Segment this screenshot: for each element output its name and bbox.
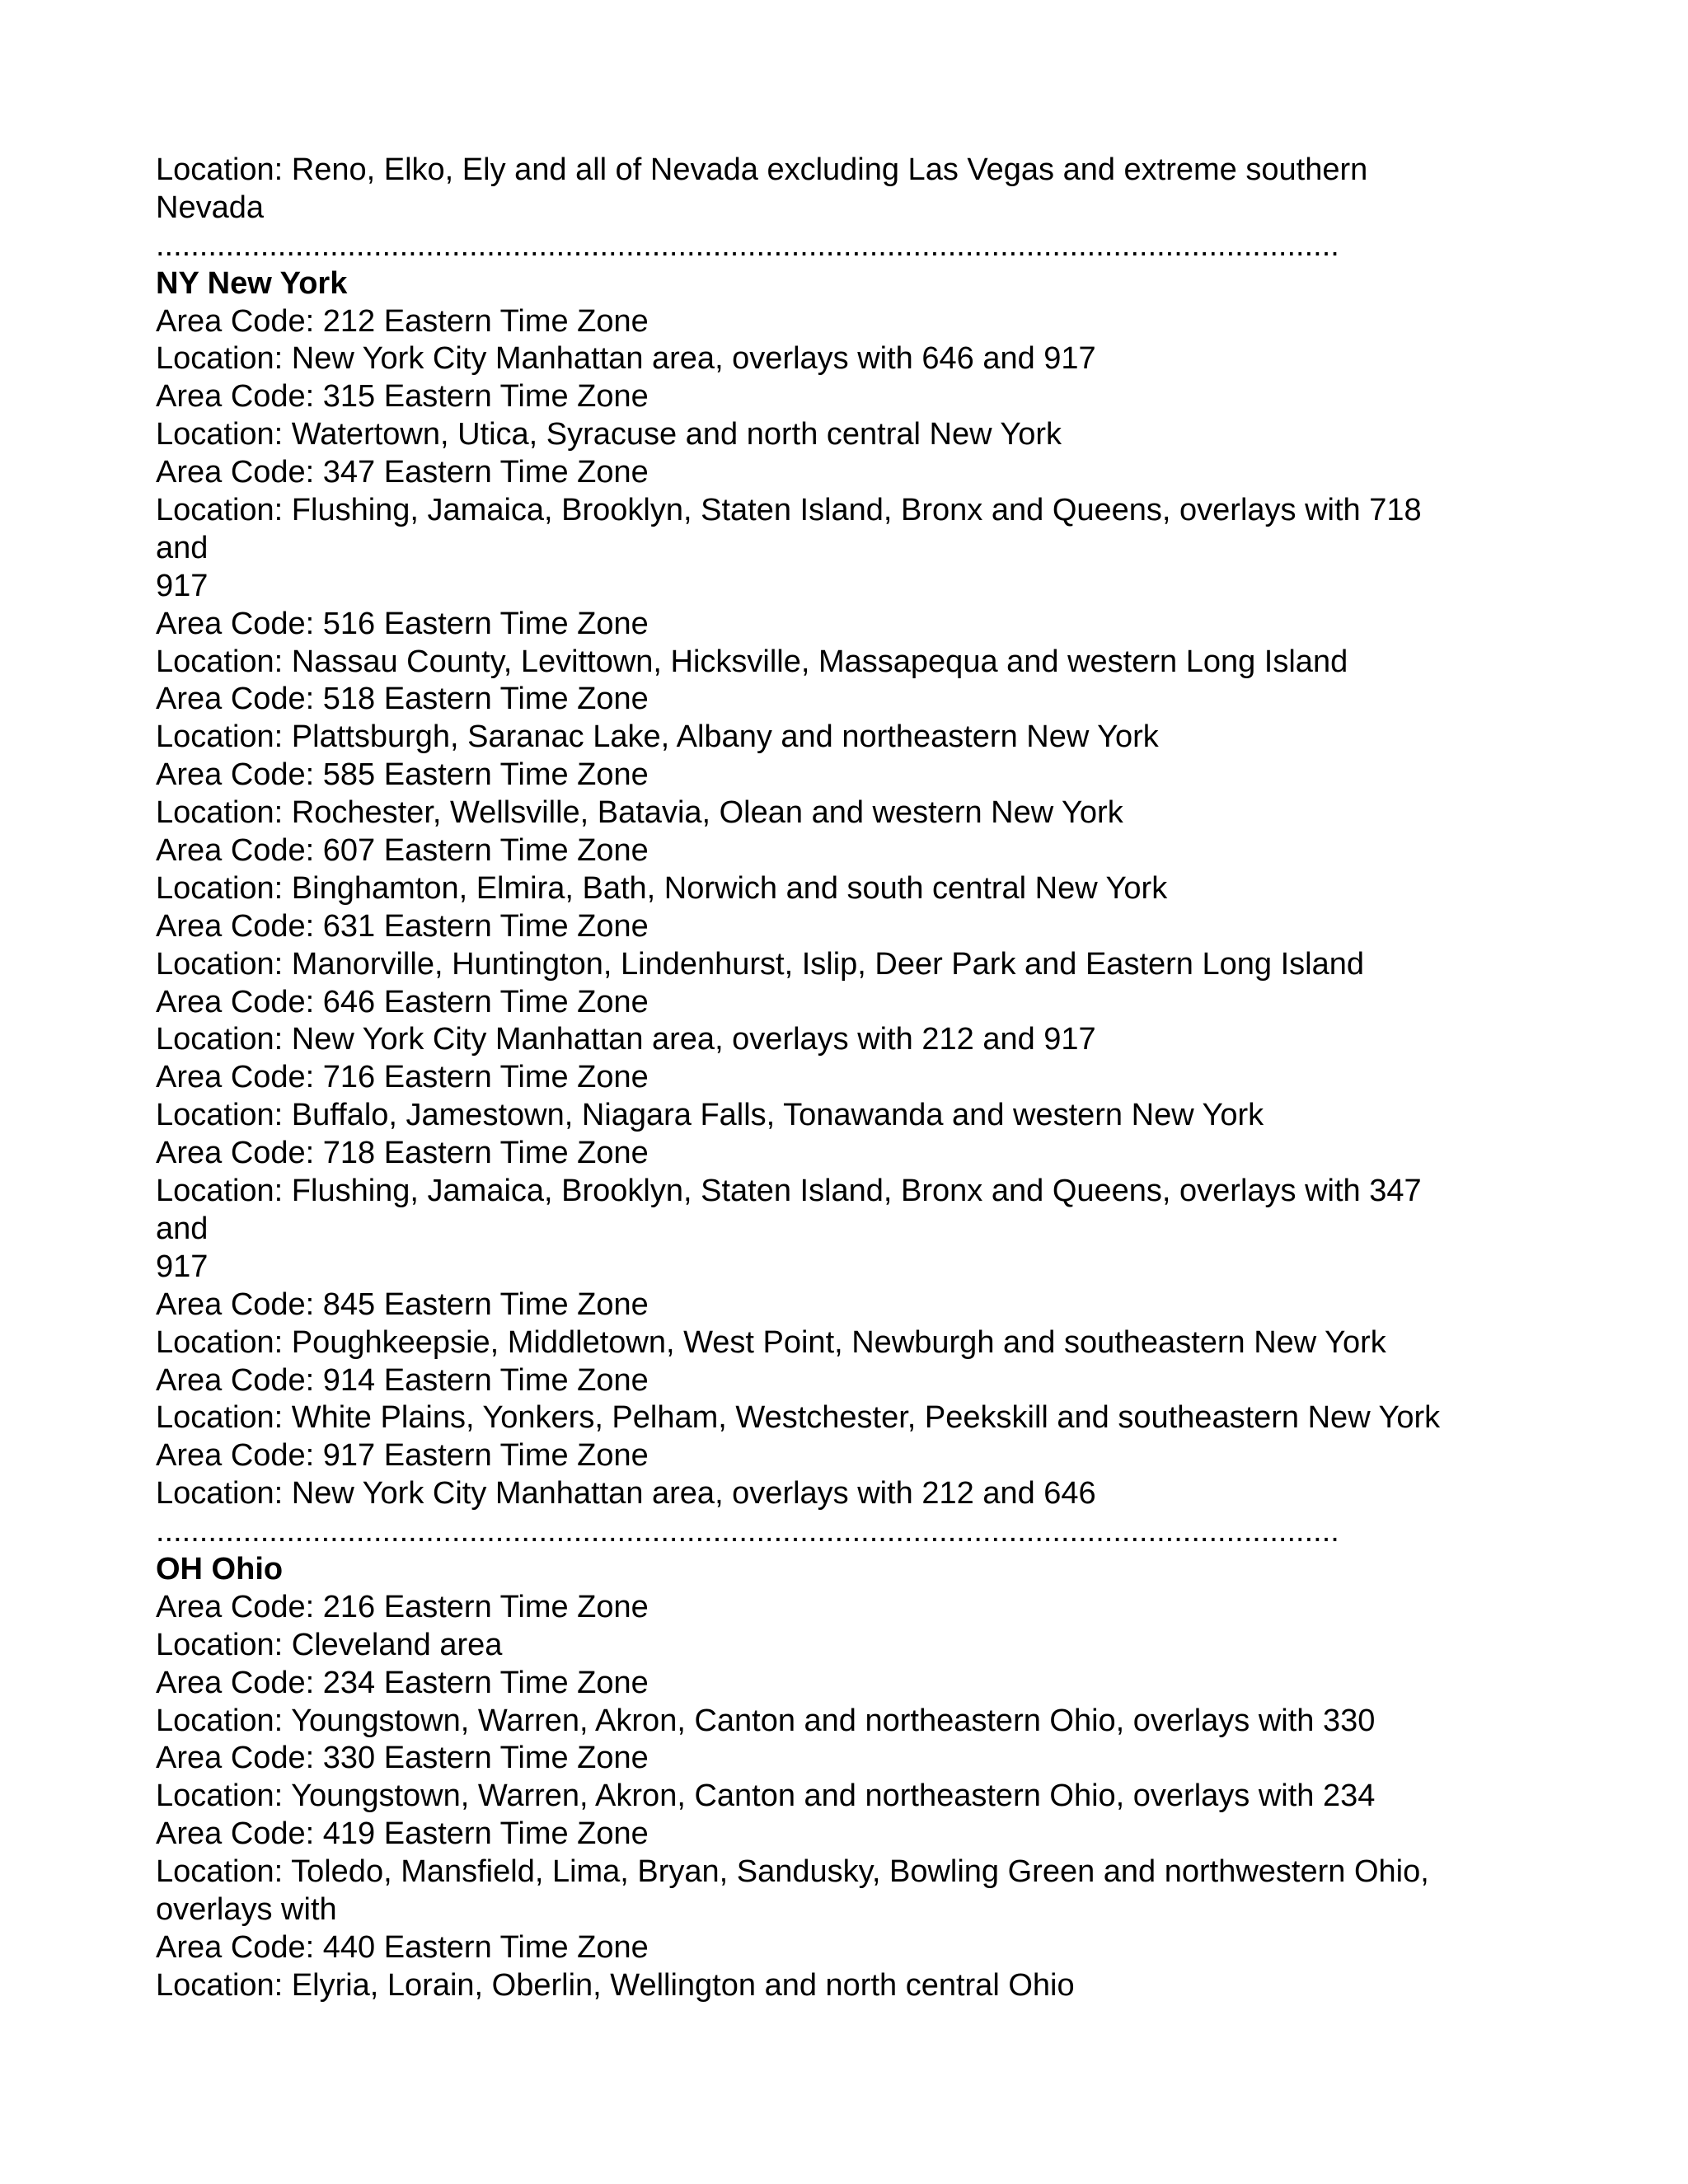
area-code-line: Area Code: 315 Eastern Time Zone — [156, 379, 649, 415]
area-code-line: Area Code: 518 Eastern Time Zone — [156, 682, 649, 717]
location-line: Location: Watertown, Utica, Syracuse and north central New York — [156, 417, 1062, 452]
location-line: Location: Flushing, Jamaica, Brooklyn, Staten Island, Bronx and Queens, overlays with 347 — [156, 1174, 1422, 1209]
text-line: 917 — [156, 1249, 209, 1284]
location-line: Location: Rochester, Wellsville, Batavia, Olean and western New York — [156, 795, 1123, 831]
area-code-line: Area Code: 631 Eastern Time Zone — [156, 908, 649, 944]
location-line: Location: Youngstown, Warren, Akron, Canton and northeastern Ohio, overlays with 234 — [156, 1779, 1376, 1814]
text-line: and — [156, 530, 209, 565]
location-line: Location: Manorville, Huntington, Lindenhurst, Islip, Deer Park and Eastern Long Island — [156, 946, 1364, 982]
area-code-line: Area Code: 419 Eastern Time Zone — [156, 1816, 649, 1852]
area-code-line: Area Code: 917 Eastern Time Zone — [156, 1438, 649, 1474]
location-line: Location: Flushing, Jamaica, Brooklyn, Staten Island, Bronx and Queens, overlays with 718 — [156, 493, 1422, 528]
area-code-line: Area Code: 585 Eastern Time Zone — [156, 757, 649, 793]
location-line: Location: Elyria, Lorain, Oberlin, Wellington and north central Ohio — [156, 1967, 1075, 2003]
location-line: Location: Binghamton, Elmira, Bath, Norwich and south central New York — [156, 870, 1168, 906]
area-code-line: Area Code: 845 Eastern Time Zone — [156, 1286, 649, 1322]
location-line: Location: Plattsburgh, Saranac Lake, Albany and northeastern New York — [156, 719, 1159, 755]
area-code-line: Area Code: 914 Eastern Time Zone — [156, 1362, 649, 1398]
location-line: Location: Buffalo, Jamestown, Niagara Falls, Tonawanda and western New York — [156, 1098, 1264, 1133]
text-line: 917 — [156, 568, 209, 603]
area-code-line: Area Code: 716 Eastern Time Zone — [156, 1060, 649, 1095]
location-line: Location: Reno, Elko, Ely and all of Nevada excluding Las Vegas and extreme southern — [156, 152, 1368, 187]
location-line: Location: White Plains, Yonkers, Pelham, Westchester, Peekskill and southeastern New York — [156, 1400, 1441, 1436]
location-line: Location: New York City Manhattan area, overlays with 212 and 917 — [156, 1022, 1096, 1057]
section-heading: NY New York — [156, 265, 348, 301]
area-code-line: Area Code: 607 Eastern Time Zone — [156, 833, 649, 869]
document-body — [156, 152, 1557, 2005]
area-code-line: Area Code: 440 Eastern Time Zone — [156, 1929, 649, 1965]
section-heading: OH Ohio — [156, 1551, 284, 1586]
location-line: Location: Nassau County, Levittown, Hicksville, Massapequa and western Long Island — [156, 644, 1348, 679]
dotted-separator: ........................................................................................................................................ — [156, 1514, 1339, 1549]
area-code-line: Area Code: 330 Eastern Time Zone — [156, 1741, 649, 1776]
location-line: Location: New York City Manhattan area, overlays with 646 and 917 — [156, 341, 1096, 377]
location-line: Location: Toledo, Mansfield, Lima, Bryan, Sandusky, Bowling Green and northwestern Ohio, — [156, 1854, 1429, 1890]
text-line: Nevada — [156, 190, 264, 225]
text-line: overlays with — [156, 1891, 337, 1927]
area-code-line: Area Code: 347 Eastern Time Zone — [156, 455, 649, 490]
location-line: Location: New York City Manhattan area, overlays with 212 and 646 — [156, 1476, 1096, 1511]
dotted-separator: ........................................................................................................................................ — [156, 227, 1339, 263]
location-line: Location: Cleveland area — [156, 1627, 503, 1662]
text-line: and — [156, 1211, 209, 1246]
area-code-line: Area Code: 234 Eastern Time Zone — [156, 1665, 649, 1700]
area-code-line: Area Code: 718 Eastern Time Zone — [156, 1136, 649, 1171]
area-code-line: Area Code: 646 Eastern Time Zone — [156, 984, 649, 1019]
area-code-line: Area Code: 216 Eastern Time Zone — [156, 1589, 649, 1624]
area-code-line: Area Code: 212 Eastern Time Zone — [156, 303, 649, 339]
location-line: Location: Youngstown, Warren, Akron, Canton and northeastern Ohio, overlays with 330 — [156, 1703, 1376, 1738]
location-line: Location: Poughkeepsie, Middletown, West Point, Newburgh and southeastern New York — [156, 1324, 1386, 1360]
area-code-line: Area Code: 516 Eastern Time Zone — [156, 606, 649, 641]
